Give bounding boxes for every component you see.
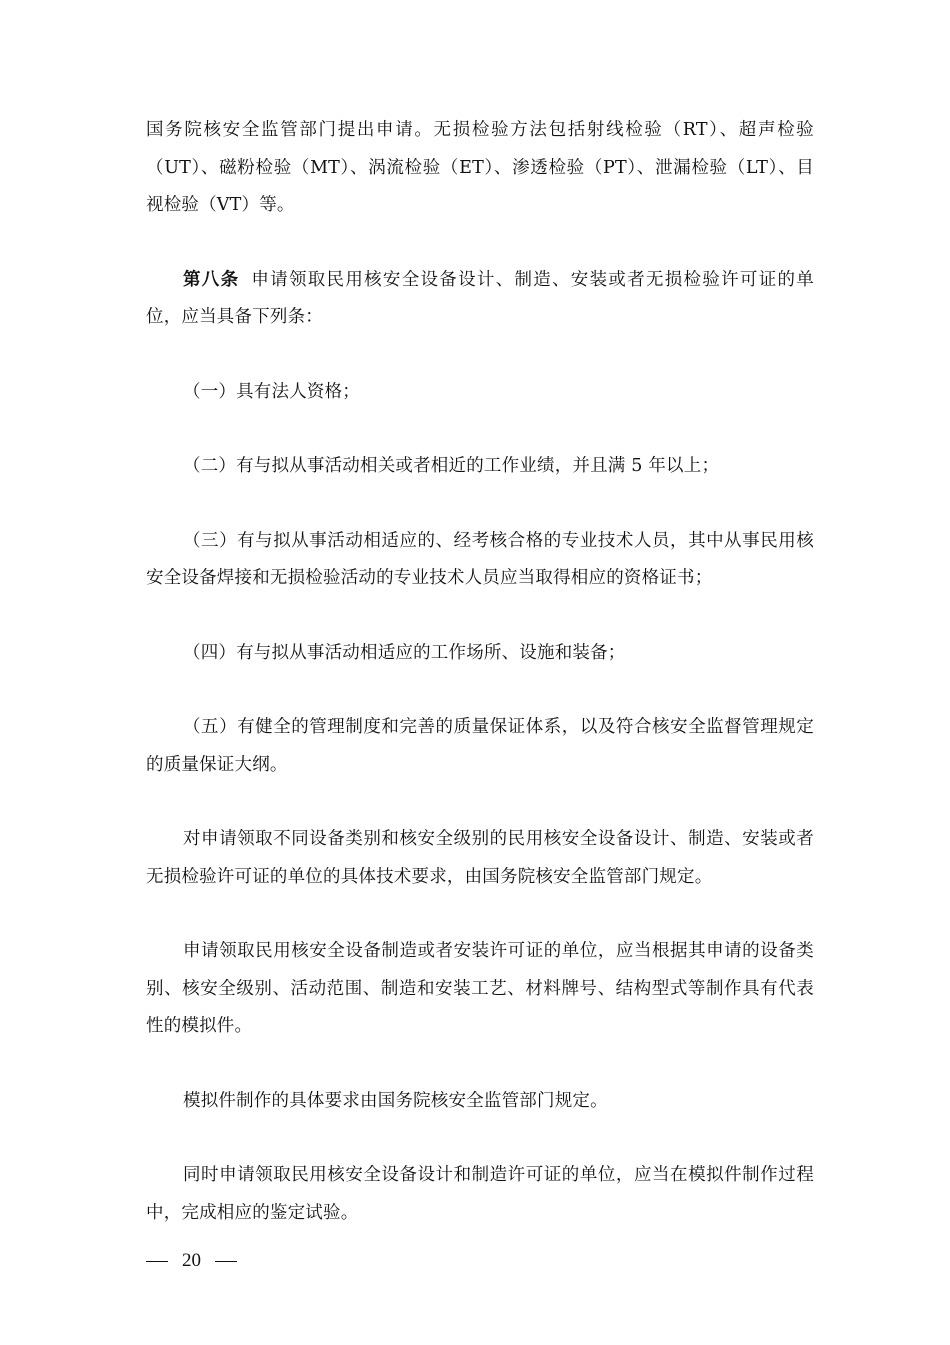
article-8-intro: [146, 262, 814, 337]
page-number: 20: [182, 1250, 201, 1271]
right-dash: [215, 1261, 237, 1262]
article-heading: 第八条: [183, 269, 240, 290]
condition-item-1: （一）具有法人资格；: [183, 381, 360, 402]
condition-item-2: （二）有与拟从事活动相关或者相近的工作业绩，并且满 5 年以上；: [183, 456, 720, 476]
condition-item-4: （四）有与拟从事活动相适应的工作场所、设施和装备；: [183, 642, 626, 663]
body-paragraph-2: 申请领取民用核安全设备制造或者安装许可证的单位，应当根据其申请的设备类别、核安全级别、活动范围、制造和安装工艺、材料牌号、结构型式等制作具有代表性的模拟件。: [146, 941, 814, 1036]
page-footer: [146, 1250, 237, 1272]
condition-item-3: （三）有与拟从事活动相适应的、经考核合格的专业技术人员，其中从事民用核安全设备焊接和无损检验活动的专业技术人员应当取得相应的资格证书；: [146, 530, 814, 588]
document-body: [146, 112, 814, 1269]
left-dash: [146, 1261, 168, 1262]
condition-item-5: （五）有健全的管理制度和完善的质量保证体系，以及符合核安全监督管理规定的质量保证大纲。: [146, 717, 814, 775]
article-intro-text: 申请领取民用核安全设备设计、制造、安装或者无损检验许可证的单位，应当具备下列条：: [146, 269, 814, 327]
continuation-paragraph: 国务院核安全监管部门提出申请。无损检验方法包括射线检验（RT）、超声检验（UT）、磁粉检验（MT）、涡流检验（ET）、渗透检验（PT）、泄漏检验（LT）、目视检验（VT）等。: [146, 120, 814, 215]
body-paragraph-1: 对申请领取不同设备类别和核安全级别的民用核安全设备设计、制造、安装或者无损检验许可证的单位的具体技术要求，由国务院核安全监管部门规定。: [146, 829, 814, 887]
body-paragraph-3: 模拟件制作的具体要求由国务院核安全监管部门规定。: [183, 1090, 608, 1111]
body-paragraph-4: 同时申请领取民用核安全设备设计和制造许可证的单位，应当在模拟件制作过程中，完成相应的鉴定试验。: [146, 1165, 814, 1223]
